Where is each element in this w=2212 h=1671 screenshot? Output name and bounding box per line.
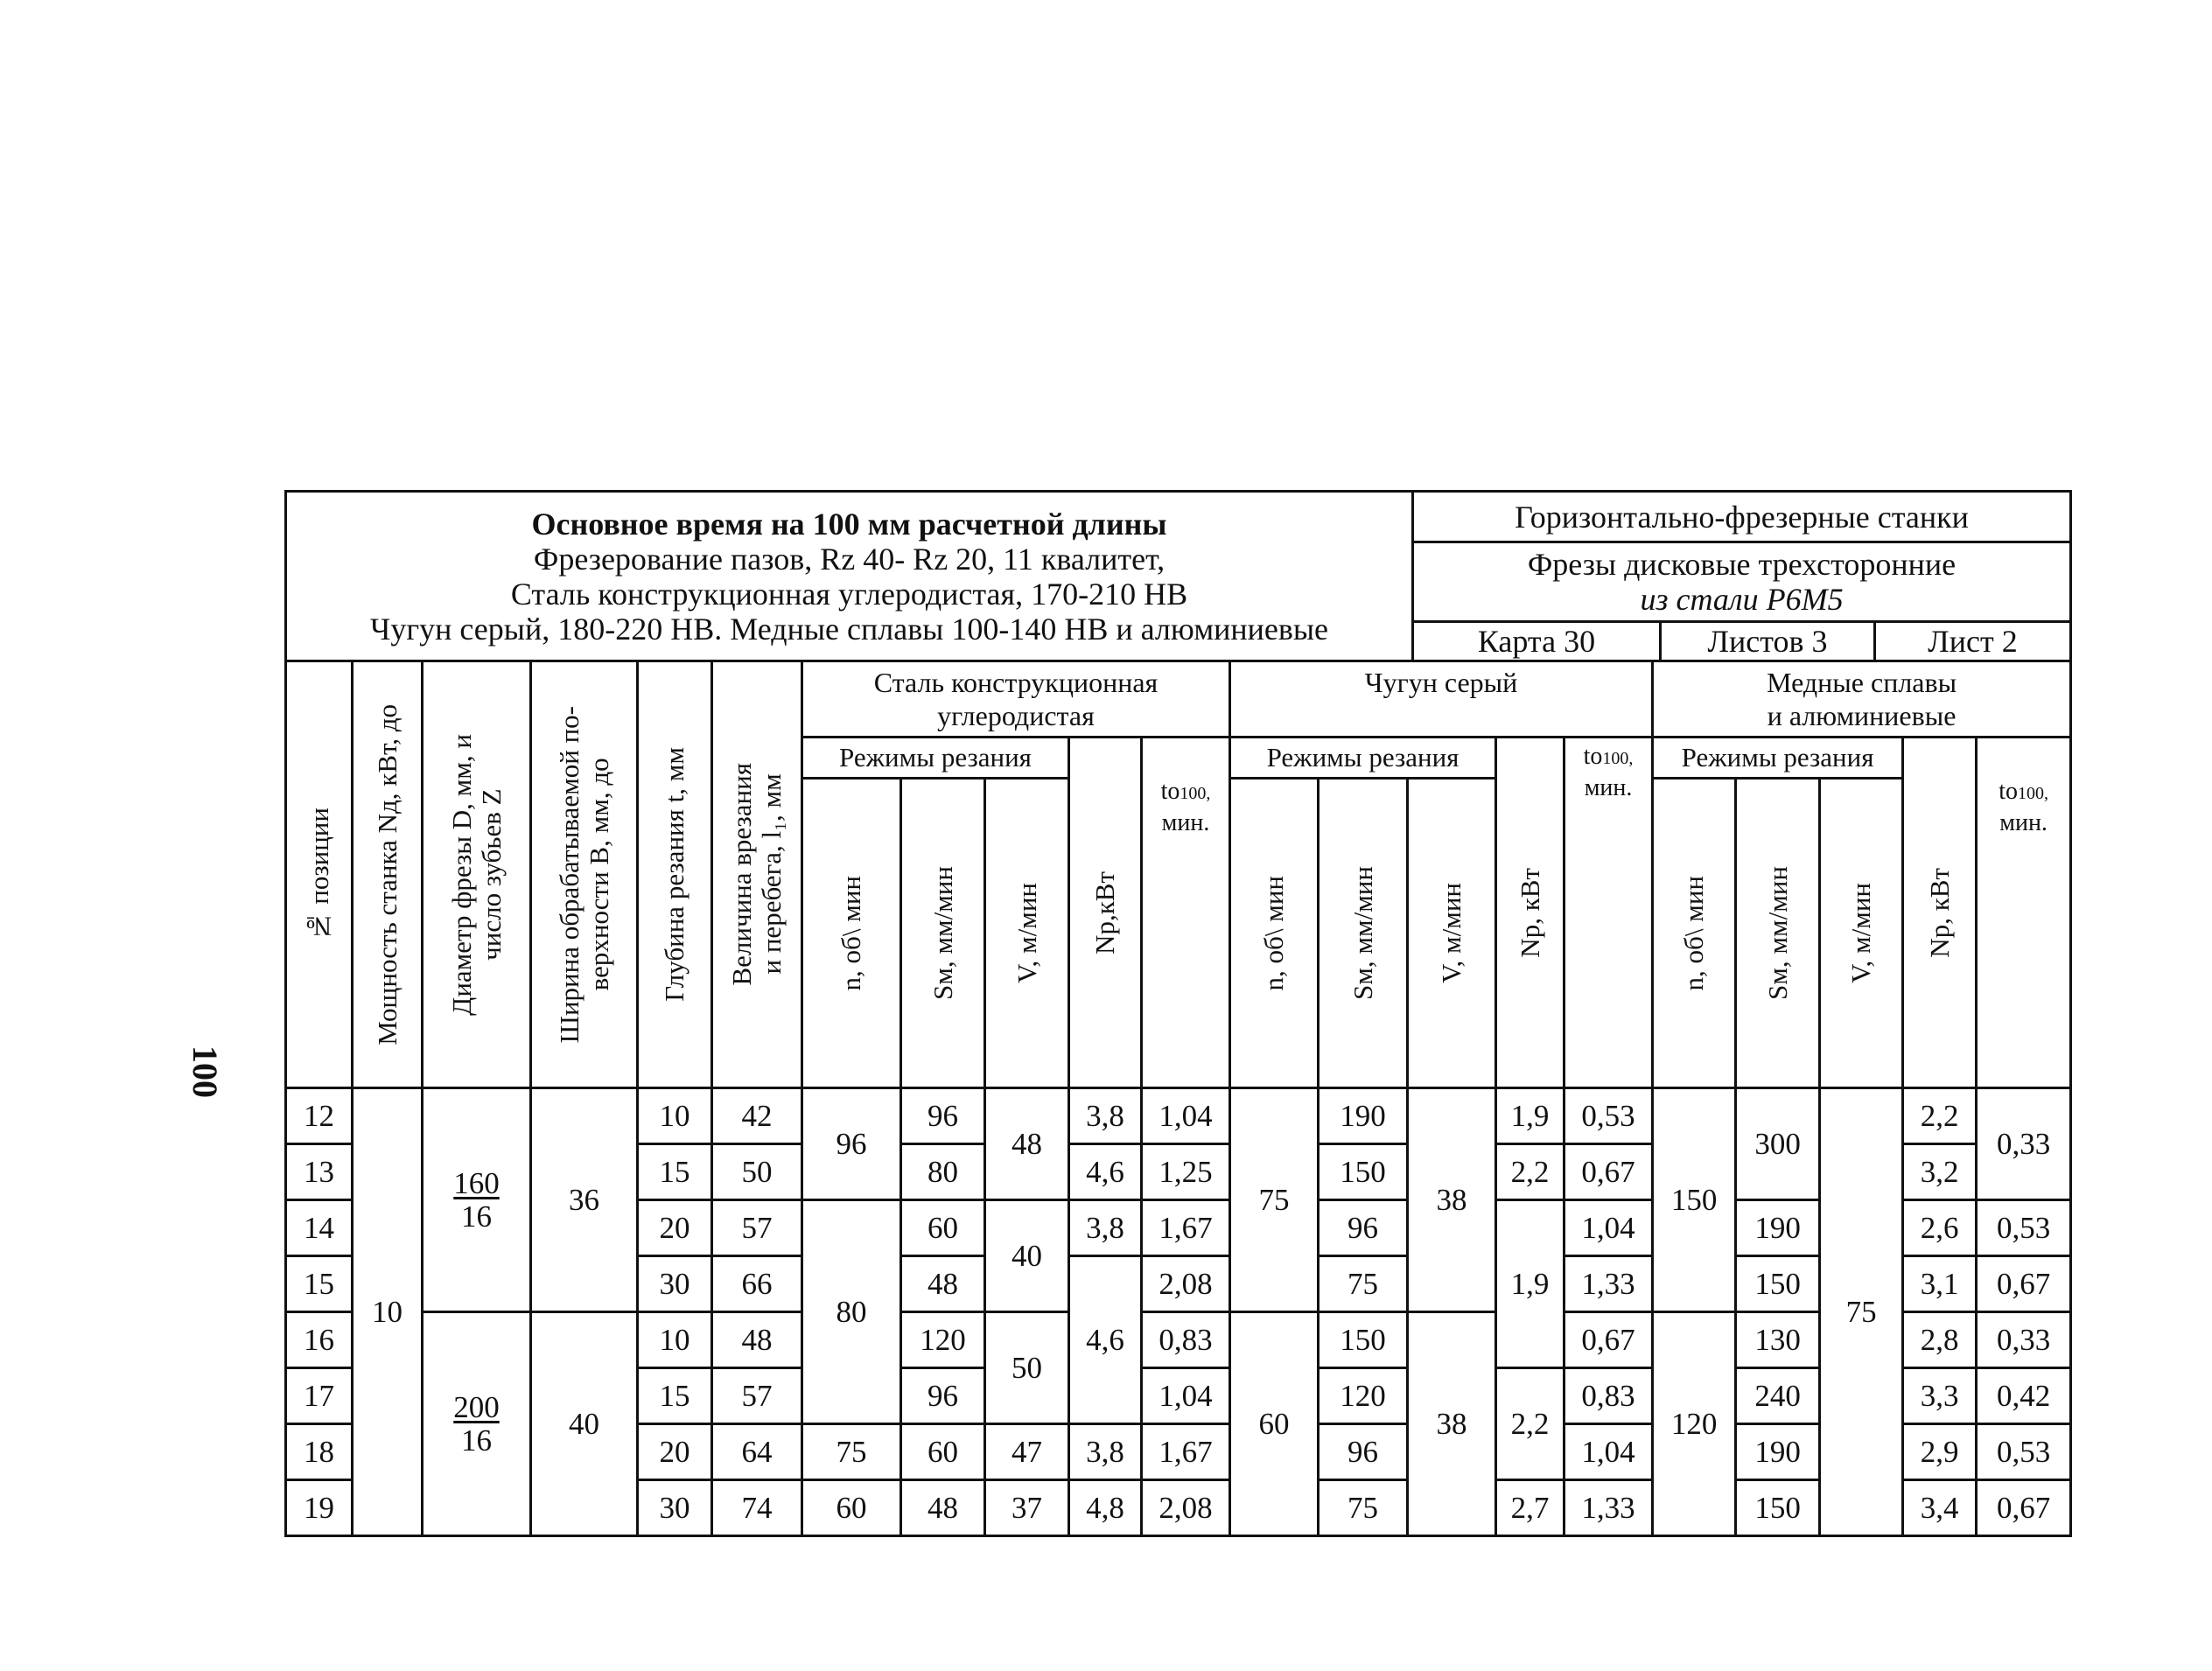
teeth-value: 16 — [461, 1199, 492, 1234]
cell-steel-v: 40 — [985, 1200, 1069, 1312]
group-alloy-line: и алюминиевые — [1767, 700, 1956, 731]
sheet-number: Лист 2 — [1875, 622, 2071, 661]
cell-iron-sm: 190 — [1319, 1088, 1408, 1144]
cell-overrun: 64 — [712, 1424, 802, 1480]
cell-steel-sm: 60 — [901, 1200, 985, 1256]
steel-to-header — [1142, 738, 1230, 1088]
steel-sm-header — [901, 779, 985, 1088]
cell-power: 10 — [353, 1088, 423, 1536]
cell-iron-to: 1,33 — [1564, 1480, 1653, 1536]
cell-alloy-sm: 240 — [1736, 1368, 1820, 1424]
steel-n-header — [802, 779, 901, 1088]
page-title: Основное время на 100 мм расчетной длины — [531, 506, 1167, 542]
cell-depth: 20 — [638, 1424, 712, 1480]
cell-alloy-sm: 150 — [1736, 1256, 1820, 1312]
cell-depth: 10 — [638, 1312, 712, 1368]
cell-iron-np: 2,2 — [1496, 1368, 1564, 1480]
cell-steel-sm: 60 — [901, 1424, 985, 1480]
cell-position: 14 — [286, 1200, 353, 1256]
header-title-block — [286, 492, 1413, 661]
cell-steel-v: 50 — [985, 1312, 1069, 1424]
cell-iron-to: 1,33 — [1564, 1256, 1653, 1312]
iron-sm-label: Sм, мм/мин — [1347, 865, 1378, 1000]
to-sub: 100, — [2017, 784, 2048, 803]
col-position-header — [286, 661, 353, 1088]
steel-modes-header: Режимы резания — [802, 738, 1069, 779]
alloy-to-header — [1977, 738, 2071, 1088]
iron-n-header — [1230, 779, 1319, 1088]
cell-overrun: 66 — [712, 1256, 802, 1312]
cell-steel-np: 3,8 — [1069, 1088, 1142, 1144]
cell-position: 15 — [286, 1256, 353, 1312]
col-overrun-label: Величина врезания и перебега, l₁, мм — [726, 763, 787, 986]
steel-v-header — [985, 779, 1069, 1088]
cell-position: 17 — [286, 1368, 353, 1424]
cell-alloy-to: 0,53 — [1977, 1424, 2071, 1480]
iron-to-header — [1564, 738, 1653, 1088]
cell-position: 19 — [286, 1480, 353, 1536]
cell-steel-sm: 48 — [901, 1256, 985, 1312]
cell-iron-sm: 75 — [1319, 1256, 1408, 1312]
cell-alloy-sm: 190 — [1736, 1200, 1820, 1256]
to-label: to — [1583, 743, 1603, 770]
cell-steel-n: 60 — [802, 1480, 901, 1536]
norm-card — [284, 490, 2069, 1540]
col-width-label: Ширина обрабатываемой по- верхности B, мм, до — [553, 705, 614, 1044]
col-position-label: № позиции — [303, 807, 334, 942]
cell-alloy-np: 3,2 — [1903, 1144, 1977, 1200]
cell-steel-sm: 96 — [901, 1088, 985, 1144]
cell-overrun: 48 — [712, 1312, 802, 1368]
cell-depth: 30 — [638, 1256, 712, 1312]
cell-iron-to: 0,67 — [1564, 1144, 1653, 1200]
alloy-np-label: Np, кВт — [1923, 867, 1955, 958]
cell-iron-sm: 96 — [1319, 1424, 1408, 1480]
cell-steel-v: 48 — [985, 1088, 1069, 1200]
cell-diameter — [423, 1312, 531, 1536]
cell-overrun: 57 — [712, 1200, 802, 1256]
table-row — [286, 1312, 2071, 1368]
col-diameter-header — [423, 661, 531, 1088]
cell-alloy-np: 2,8 — [1903, 1312, 1977, 1368]
cell-alloy-to: 0,33 — [1977, 1088, 2071, 1200]
cell-alloy-to: 0,53 — [1977, 1200, 2071, 1256]
cell-steel-n: 96 — [802, 1088, 901, 1200]
col-depth-header — [638, 661, 712, 1088]
cell-steel-n: 80 — [802, 1200, 901, 1424]
data-table — [284, 660, 2072, 1537]
cell-iron-sm: 150 — [1319, 1312, 1408, 1368]
cell-depth: 30 — [638, 1480, 712, 1536]
alloy-v-header — [1820, 779, 1903, 1088]
cell-alloy-to: 0,67 — [1977, 1480, 2071, 1536]
cell-overrun: 74 — [712, 1480, 802, 1536]
cell-steel-v: 37 — [985, 1480, 1069, 1536]
group-steel-header: Сталь конструкционная углеродистая — [802, 661, 1230, 738]
cell-iron-np: 1,9 — [1496, 1200, 1564, 1368]
cell-alloy-np: 2,9 — [1903, 1424, 1977, 1480]
table-row — [286, 1088, 2071, 1144]
cell-alloy-to: 0,33 — [1977, 1312, 2071, 1368]
steel-n-label: n, об\ мин — [836, 875, 866, 991]
cell-alloy-np: 3,3 — [1903, 1368, 1977, 1424]
cell-iron-to: 1,04 — [1564, 1200, 1653, 1256]
group-iron-header: Чугун серый — [1230, 661, 1653, 738]
page-number: 100 — [186, 1045, 226, 1098]
machine-type: Горизонтально-фрезерные станки — [1413, 492, 2071, 542]
cell-iron-np: 1,9 — [1496, 1088, 1564, 1144]
alloy-v-label: V, м/мин — [1845, 883, 1877, 983]
iron-modes-header: Режимы резания — [1230, 738, 1496, 779]
cell-steel-sm: 96 — [901, 1368, 985, 1424]
cell-iron-sm: 120 — [1319, 1368, 1408, 1424]
cell-steel-to: 1,04 — [1142, 1088, 1230, 1144]
cell-alloy-np: 2,2 — [1903, 1088, 1977, 1144]
to-unit: мин. — [1161, 809, 1210, 836]
header-line: Фрезерование пазов, Rz 40- Rz 20, 11 квалитет, — [533, 541, 1166, 577]
cell-iron-v: 38 — [1408, 1088, 1496, 1312]
cell-width: 36 — [531, 1088, 638, 1312]
cell-overrun: 42 — [712, 1088, 802, 1144]
steel-v-label: V, м/мин — [1011, 883, 1042, 983]
cell-iron-sm: 75 — [1319, 1480, 1408, 1536]
to-label: to — [1998, 778, 2018, 805]
diameter-value: 200 — [453, 1389, 500, 1424]
alloy-sm-label: Sм, мм/мин — [1761, 865, 1793, 1000]
alloy-n-header — [1653, 779, 1736, 1088]
cell-alloy-np: 3,1 — [1903, 1256, 1977, 1312]
cell-position: 13 — [286, 1144, 353, 1200]
group-alloy-header — [1653, 661, 2071, 738]
cell-alloy-n: 150 — [1653, 1088, 1736, 1312]
header-line: Сталь конструкционная углеродистая, 170-210 НВ — [510, 576, 1188, 612]
to-unit: мин. — [1584, 774, 1633, 801]
steel-np-label: Np,кВт — [1089, 870, 1120, 954]
alloy-modes-header: Режимы резания — [1653, 738, 1903, 779]
cell-iron-sm: 96 — [1319, 1200, 1408, 1256]
cell-steel-np: 3,8 — [1069, 1424, 1142, 1480]
cell-iron-sm: 150 — [1319, 1144, 1408, 1200]
iron-v-label: V, м/мин — [1436, 883, 1467, 983]
to-label: to — [1160, 778, 1180, 805]
iron-v-header — [1408, 779, 1496, 1088]
cell-width: 40 — [531, 1312, 638, 1536]
cell-alloy-sm: 130 — [1736, 1312, 1820, 1368]
cell-steel-sm: 80 — [901, 1144, 985, 1200]
col-width-header — [531, 661, 638, 1088]
col-power-label: Мощность станка Nд, кВт, до — [371, 703, 402, 1045]
cell-diameter — [423, 1088, 531, 1312]
sheet-count: Листов 3 — [1661, 622, 1875, 661]
cell-steel-sm: 120 — [901, 1312, 985, 1368]
cell-alloy-n: 120 — [1653, 1312, 1736, 1536]
cell-iron-n: 60 — [1230, 1312, 1319, 1536]
cell-alloy-to: 0,67 — [1977, 1256, 2071, 1312]
header-line: Чугун серый, 180-220 НВ. Медные сплавы 100-140 НВ и алюминиевые — [369, 611, 1329, 647]
cell-alloy-np: 3,4 — [1903, 1480, 1977, 1536]
cell-iron-to: 1,04 — [1564, 1424, 1653, 1480]
cell-steel-np: 4,8 — [1069, 1480, 1142, 1536]
tool-line: Фрезы дисковые трехсторонние — [1527, 547, 1956, 582]
tool-type — [1413, 542, 2071, 622]
cell-iron-np: 2,7 — [1496, 1480, 1564, 1536]
to-sub: 100, — [1602, 749, 1634, 768]
cell-iron-to: 0,83 — [1564, 1368, 1653, 1424]
steel-sm-label: Sм, мм/мин — [927, 865, 958, 1000]
card-header — [284, 490, 2072, 662]
cell-alloy-sm: 190 — [1736, 1424, 1820, 1480]
cell-alloy-sm: 150 — [1736, 1480, 1820, 1536]
group-alloy-line: Медные сплавы — [1767, 667, 1957, 698]
col-power-header — [353, 661, 423, 1088]
cell-iron-to: 0,53 — [1564, 1088, 1653, 1144]
cell-alloy-v: 75 — [1820, 1088, 1903, 1536]
cell-steel-sm: 48 — [901, 1480, 985, 1536]
cell-alloy-np: 2,6 — [1903, 1200, 1977, 1256]
cell-position: 18 — [286, 1424, 353, 1480]
cell-steel-to: 1,25 — [1142, 1144, 1230, 1200]
cell-position: 12 — [286, 1088, 353, 1144]
col-overrun-header — [712, 661, 802, 1088]
cell-alloy-sm: 300 — [1736, 1088, 1820, 1200]
cell-steel-to: 1,67 — [1142, 1424, 1230, 1480]
cell-iron-to: 0,67 — [1564, 1312, 1653, 1368]
cell-steel-np: 4,6 — [1069, 1256, 1142, 1424]
cell-position: 16 — [286, 1312, 353, 1368]
to-unit: мин. — [1999, 809, 2048, 836]
col-depth-label: Глубина резания t, мм — [659, 747, 690, 1002]
col-diameter-label: Диаметр фрезы D, мм, и число зубьев Z — [445, 733, 507, 1016]
tool-line: из стали Р6М5 — [1640, 582, 1844, 617]
iron-np-label: Np, кВт — [1514, 867, 1545, 958]
cell-steel-to: 2,08 — [1142, 1256, 1230, 1312]
cell-overrun: 50 — [712, 1144, 802, 1200]
iron-sm-header — [1319, 779, 1408, 1088]
cell-depth: 15 — [638, 1368, 712, 1424]
cell-steel-to: 1,04 — [1142, 1368, 1230, 1424]
alloy-np-header — [1903, 738, 1977, 1088]
cell-depth: 20 — [638, 1200, 712, 1256]
cell-steel-np: 3,8 — [1069, 1200, 1142, 1256]
cell-steel-np: 4,6 — [1069, 1144, 1142, 1200]
cell-alloy-to: 0,42 — [1977, 1368, 2071, 1424]
cell-steel-n: 75 — [802, 1424, 901, 1480]
cell-steel-to: 2,08 — [1142, 1480, 1230, 1536]
cell-depth: 10 — [638, 1088, 712, 1144]
to-sub: 100, — [1180, 784, 1211, 803]
cell-iron-n: 75 — [1230, 1088, 1319, 1312]
cell-steel-to: 1,67 — [1142, 1200, 1230, 1256]
diameter-value: 160 — [453, 1165, 500, 1200]
cell-iron-np: 2,2 — [1496, 1144, 1564, 1200]
cell-depth: 15 — [638, 1144, 712, 1200]
teeth-value: 16 — [461, 1423, 492, 1458]
cell-iron-v: 38 — [1408, 1312, 1496, 1536]
cell-steel-to: 0,83 — [1142, 1312, 1230, 1368]
cell-overrun: 57 — [712, 1368, 802, 1424]
alloy-sm-header — [1736, 779, 1820, 1088]
iron-np-header — [1496, 738, 1564, 1088]
iron-n-label: n, об\ мин — [1258, 875, 1290, 991]
steel-np-header — [1069, 738, 1142, 1088]
alloy-n-label: n, об\ мин — [1678, 875, 1710, 991]
card-number: Карта 30 — [1413, 622, 1661, 661]
cell-steel-v: 47 — [985, 1424, 1069, 1480]
